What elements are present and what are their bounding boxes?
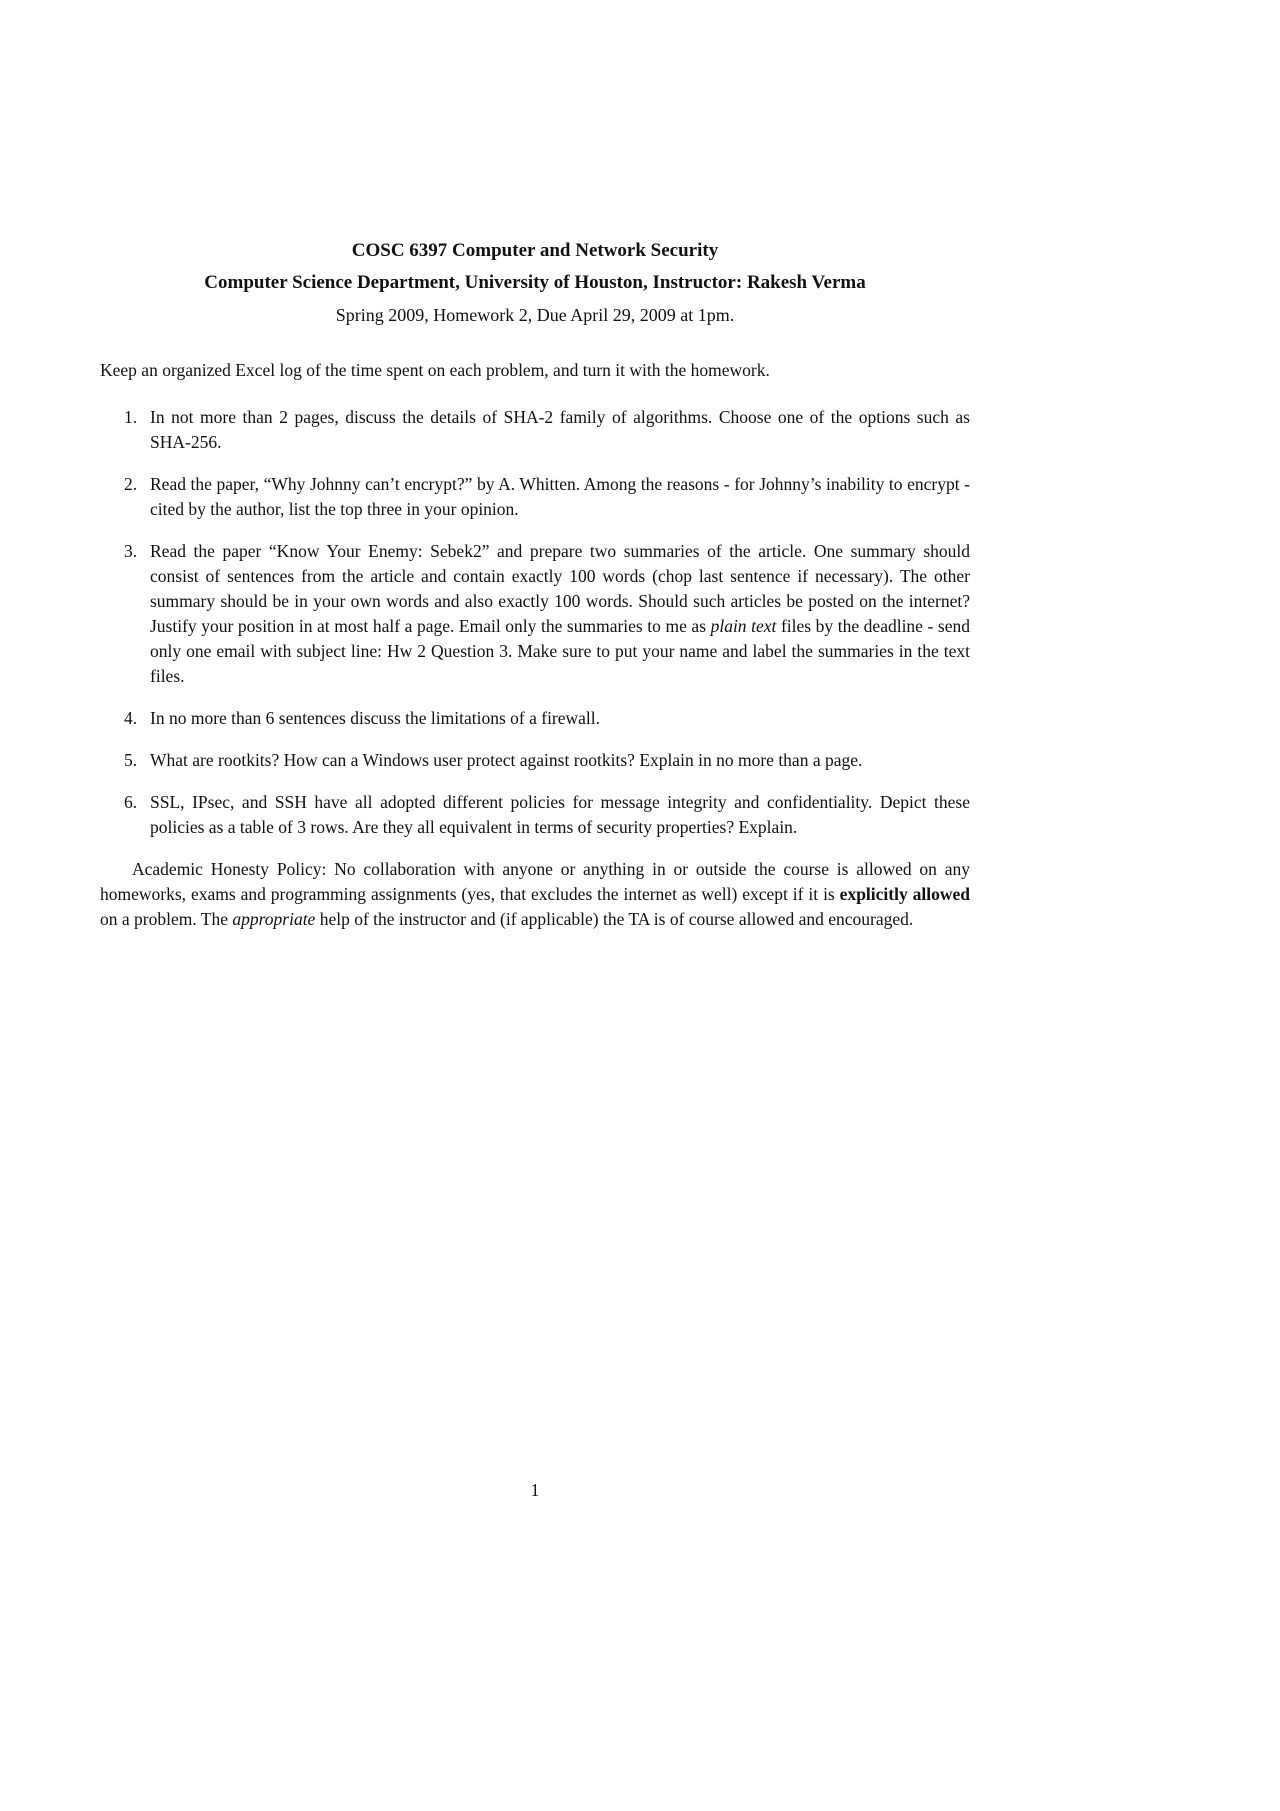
problem-item-1 [100,405,970,455]
problem-text: Read the paper, “Why Johnny can’t encrypt?” by A. Whitten. Among the reasons - for Johnny’s inability to encrypt - cited by the author, list the top three in your opinion. [150,474,970,519]
problem-number: 4. [124,708,138,728]
problem-text: In not more than 2 pages, discuss the details of SHA-2 family of algorithms. Choose one of the options such as SHA-256. [150,407,970,452]
policy-paragraph [100,857,970,932]
problem-text-segment: files by the deadline - send only one email with subject line: Hw 2 Question 3. Make sure to put your name and label the summaries in the text files. [150,616,970,686]
problem-text-italic-segment: plain text [710,616,777,636]
problem-number: 5. [124,750,138,770]
problem-item-3 [100,539,970,689]
problem-number: 2. [124,474,138,494]
problem-number: 3. [124,541,138,561]
problem-text: In no more than 6 sentences discuss the limitations of a firewall. [150,708,601,728]
problem-number: 1. [124,407,138,427]
document-content [100,240,970,932]
problem-text [150,539,970,689]
problem-item-6 [100,790,970,840]
policy-text-segment: Academic Honesty Policy: No collaboration with anyone or anything in or outside the course is allowed on any homeworks, exams and programming assignments (yes, that excludes the internet as well) except if it is [100,859,970,904]
policy-italic-segment: appropriate [232,909,316,929]
problem-text: What are rootkits? How can a Windows user protect against rootkits? Explain in no more than a page. [150,750,863,770]
page-number: 1 [530,1480,540,1500]
document-meta-line: Spring 2009, Homework 2, Due April 29, 2009 at 1pm. [335,305,735,325]
problem-item-5 [100,748,970,773]
problem-number: 6. [124,792,138,812]
policy-text-segment: on a problem. The [100,909,233,929]
problem-text: SSL, IPsec, and SSH have all adopted different policies for message integrity and confidentiality. Depict these policies as a table of 3 rows. Are they all equivalent in terms of security properties? Explain. [150,792,970,837]
policy-text-segment: help of the instructor and (if applicable) the TA is of course allowed and encouraged. [315,909,914,929]
document-title: COSC 6397 Computer and Network Security [351,240,719,261]
problem-item-4 [100,706,970,731]
problem-item-2 [100,472,970,522]
problem-text-segment: Read the paper “Know Your Enemy: Sebek2” and prepare two summaries of the article. One summary should consist of sentences from the article and contain exactly 100 words (chop last sentence if necessary). The other summary should be in your own words and also exactly 100 words. Should such articles be posted on the internet? Justify your position in at most half a page. Email only the summaries to me as [150,541,970,636]
problem-list [100,405,970,840]
document-subtitle: Computer Science Department, University of Houston, Instructor: Rakesh Verma [204,272,866,293]
policy-bold-segment: explicitly allowed [839,884,970,904]
intro-paragraph: Keep an organized Excel log of the time spent on each problem, and turn it with the homework. [100,360,770,380]
